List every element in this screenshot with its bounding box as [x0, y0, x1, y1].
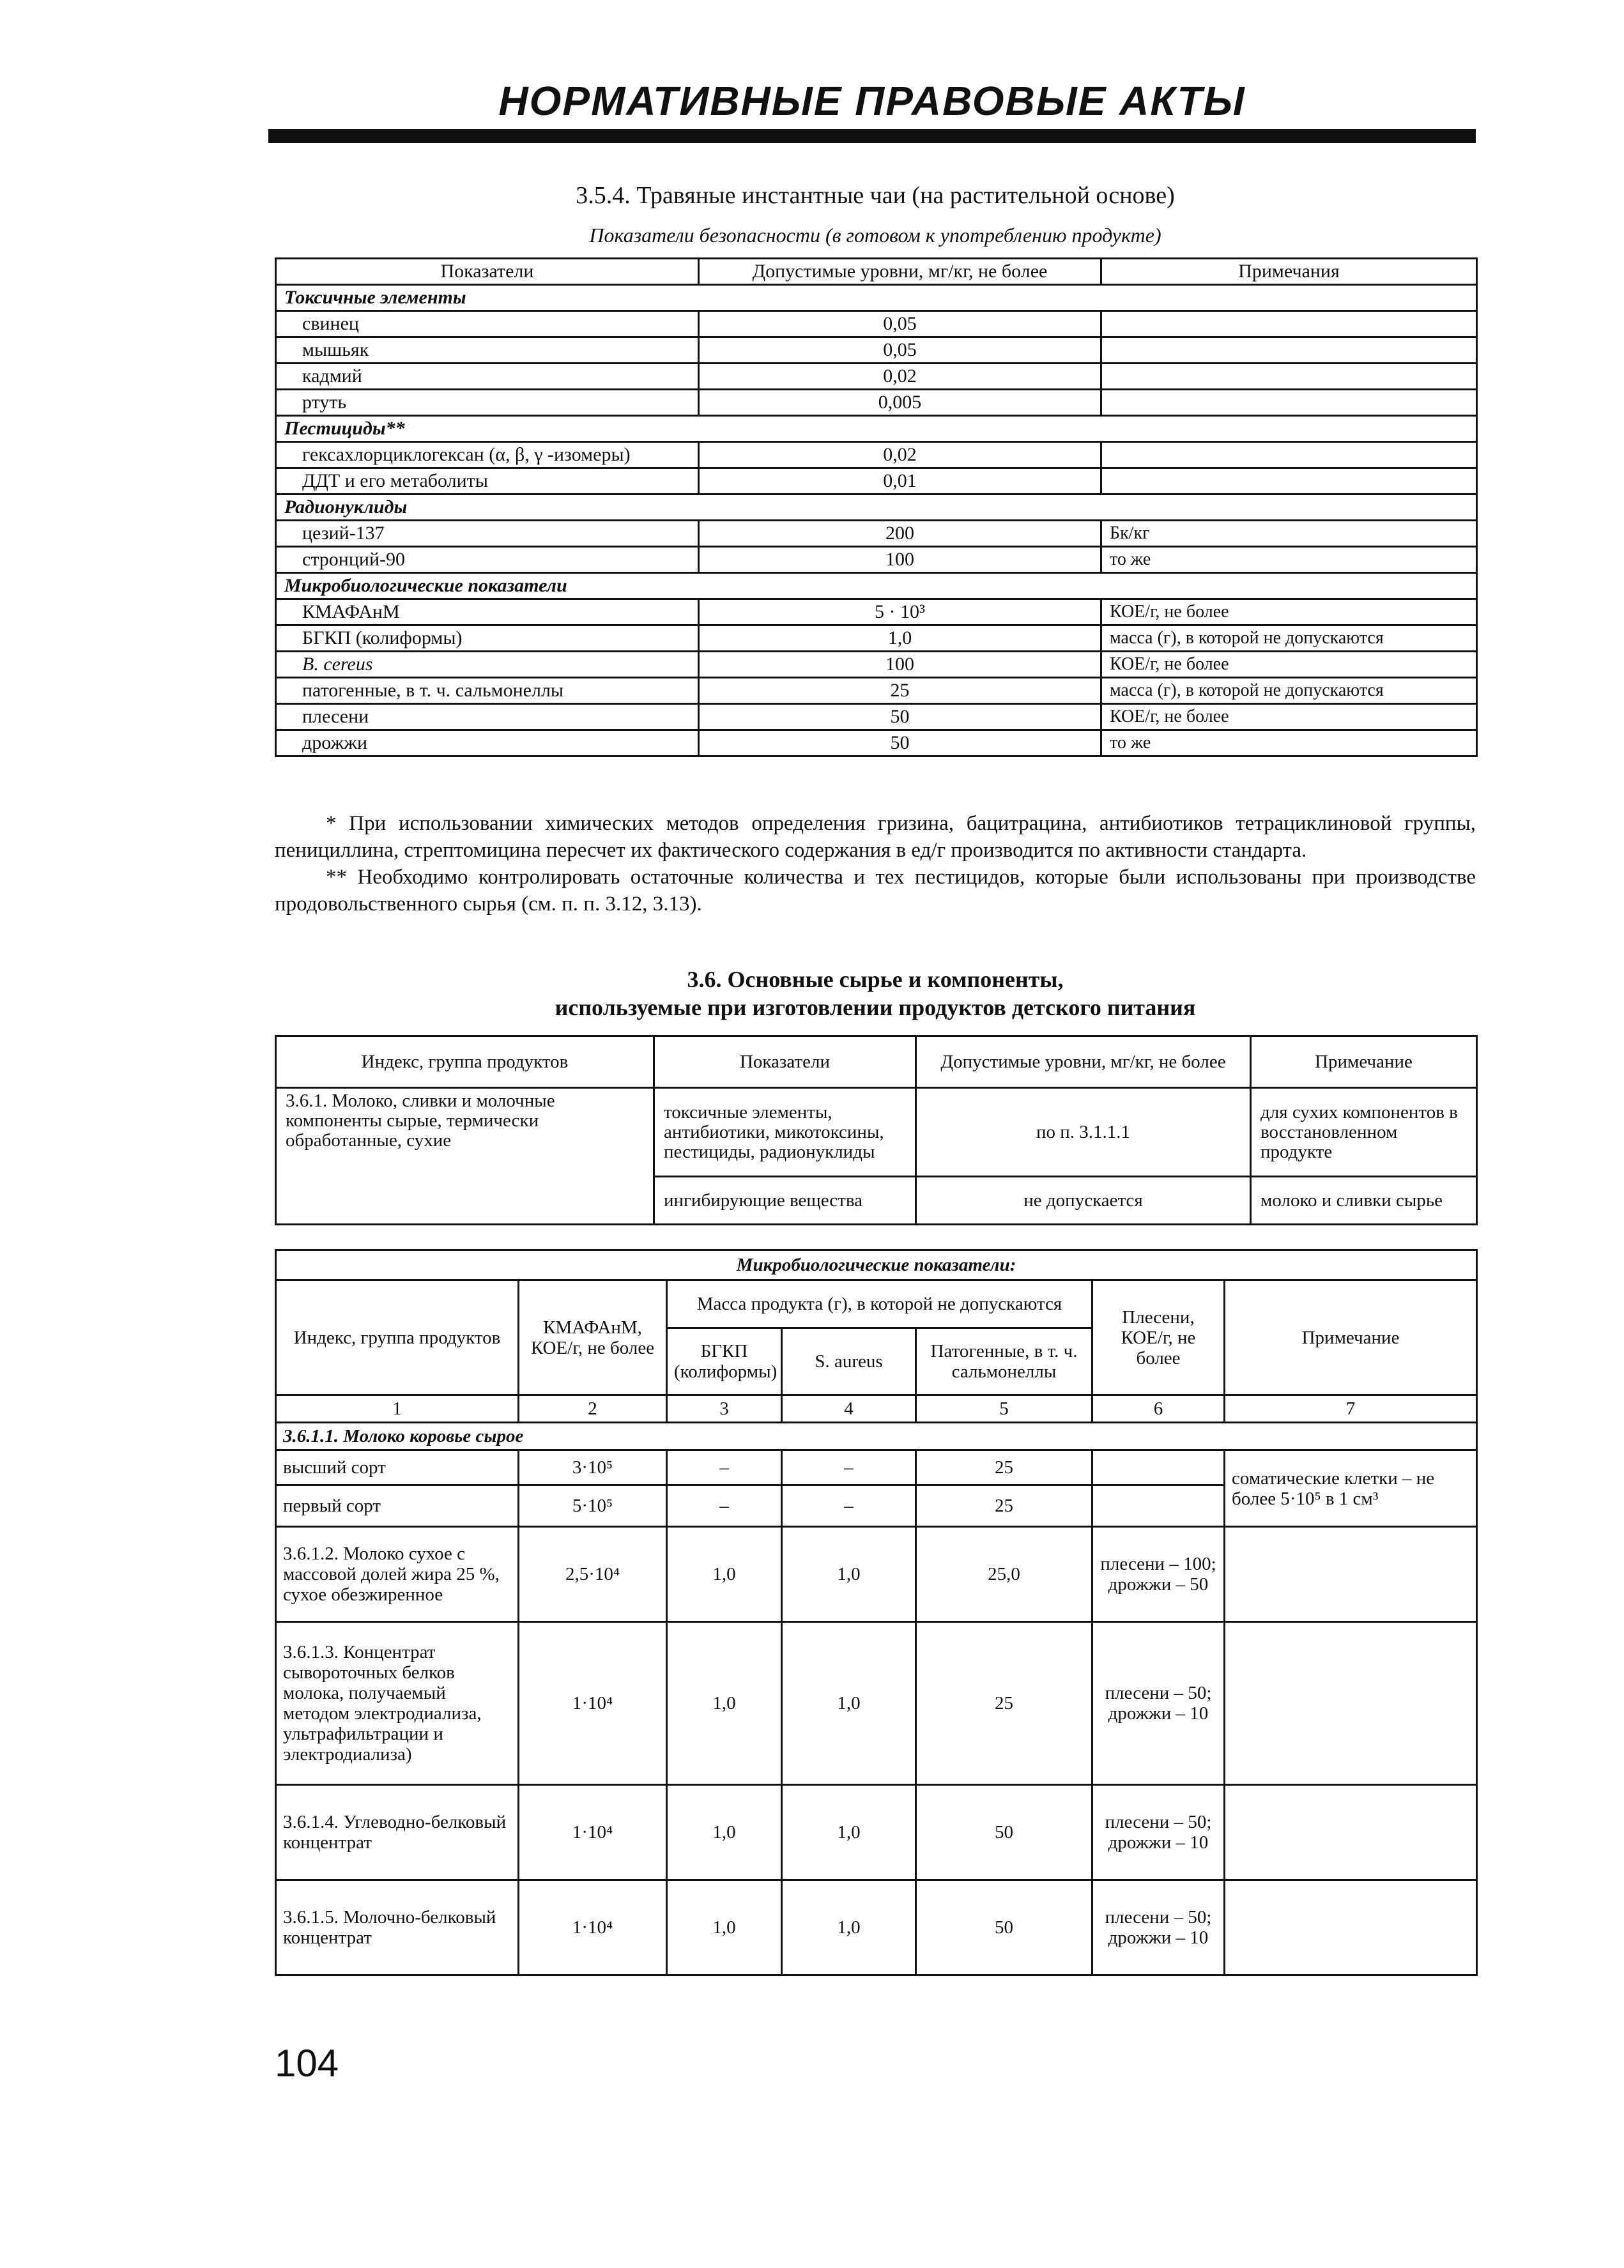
column-header: Индекс, группа продуктов: [276, 1036, 654, 1088]
pathogenic-cell: 50: [916, 1785, 1092, 1880]
table-row: [276, 599, 1477, 625]
section-354-subtitle: Показатели безопасности (в готовом к употреблению продукте): [589, 224, 1161, 247]
note-cell: то же: [1101, 730, 1477, 756]
level-cell: 50: [699, 730, 1101, 756]
group-label: Токсичные элементы: [276, 285, 1477, 311]
table-row: [276, 337, 1477, 364]
subheader-row: [276, 1423, 1477, 1450]
column-number: 6: [1092, 1395, 1225, 1423]
table-row: [276, 1785, 1477, 1880]
table-row: [276, 364, 1477, 390]
level-cell: 200: [699, 521, 1101, 547]
note-cell: [1225, 1785, 1477, 1880]
table-row: [276, 521, 1477, 547]
product-index-cell: 3.6.1. Молоко, сливки и молочные компоненты сырые, термически обработанные, сухие: [276, 1088, 654, 1225]
column-header: Плесени, КОЕ/г, не более: [1092, 1280, 1225, 1395]
microbiological-table: [275, 1249, 1478, 1976]
indicator-name-cell: дрожжи: [276, 730, 699, 756]
note-cell: молоко и сливки сырье: [1251, 1177, 1477, 1225]
micro-caption: Микробиологические показатели:: [276, 1250, 1477, 1280]
note-cell: [1101, 390, 1477, 416]
indicator-name-cell: стронций-90: [276, 547, 699, 573]
molds-cell: плесени – 50; дрожжи – 10: [1092, 1880, 1225, 1975]
column-header: Примечания: [1101, 259, 1477, 285]
indicator-name-cell: плесени: [276, 704, 699, 730]
table-row: [276, 1088, 1477, 1177]
note-cell: [1101, 337, 1477, 364]
column-header: Примечание: [1251, 1036, 1477, 1088]
group-row: [276, 285, 1477, 311]
indicator-name-cell: мышьяк: [276, 337, 699, 364]
raw-components-table: [275, 1035, 1478, 1225]
level-cell: 0,05: [699, 311, 1101, 337]
note-cell: [1225, 1527, 1477, 1622]
level-cell: по п. 3.1.1.1: [916, 1088, 1251, 1177]
table-row: [276, 730, 1477, 756]
table-row: [276, 678, 1477, 704]
level-cell: 50: [699, 704, 1101, 730]
footnote: * При использовании химических методов определения гризина, бацитрацина, антибиотиков тетрациклиновой группы, пенициллина, стрептомицина пересчет их фактического содержания в ед/г производится по активности стандарта.: [275, 812, 1476, 862]
footnotes: [275, 810, 1476, 917]
kmafanm-cell: 5·10⁵: [519, 1485, 667, 1527]
table-header-row: [276, 1280, 1477, 1328]
indicator-name-cell: БГКП (колиформы): [276, 625, 699, 652]
table-row: [276, 1450, 1477, 1485]
saureus-cell: 1,0: [782, 1527, 916, 1622]
group-row: [276, 494, 1477, 521]
bgkp-cell: 1,0: [667, 1527, 782, 1622]
note-cell: соматические клетки – не более 5·10⁵ в 1 см³: [1225, 1450, 1477, 1527]
product-cell: 3.6.1.4. Углеводно-белковый концентрат: [276, 1785, 519, 1880]
molds-cell: [1092, 1485, 1225, 1527]
column-header: КМАФАнМ, КОЕ/г, не более: [519, 1280, 667, 1395]
page-number: 104: [275, 2042, 339, 2085]
running-header: [268, 75, 1476, 143]
group-row: [276, 573, 1477, 599]
note-cell: [1101, 364, 1477, 390]
molds-cell: плесени – 50; дрожжи – 10: [1092, 1785, 1225, 1880]
footnote: ** Необходимо контролировать остаточные количества и тех пестицидов, которые были использованы при производстве продовольственного сырья (см. п. п. 3.12, 3.13).: [275, 866, 1476, 916]
column-header: Патогенные, в т. ч. сальмонеллы: [916, 1328, 1092, 1395]
level-cell: 0,01: [699, 468, 1101, 494]
note-cell: масса (г), в которой не допускаются: [1101, 625, 1477, 652]
note-cell: Бк/кг: [1101, 521, 1477, 547]
product-cell: высший сорт: [276, 1450, 519, 1485]
level-cell: 25: [699, 678, 1101, 704]
saureus-cell: –: [782, 1485, 916, 1527]
column-header: Допустимые уровни, мг/кг, не более: [699, 259, 1101, 285]
table-header-row: [276, 1036, 1477, 1088]
bgkp-cell: –: [667, 1485, 782, 1527]
product-cell: 3.6.1.5. Молочно-белковый концентрат: [276, 1880, 519, 1975]
indicator-name-cell: ДДТ и его метаболиты: [276, 468, 699, 494]
table-row: [276, 704, 1477, 730]
level-cell: 100: [699, 652, 1101, 678]
indicator-name-cell: КМАФАнМ: [276, 599, 699, 625]
section-354-title: 3.5.4. Травяные инстантные чаи (на растительной основе): [576, 182, 1175, 209]
level-cell: 5 · 10³: [699, 599, 1101, 625]
note-cell: [1225, 1622, 1477, 1785]
product-cell: 3.6.1.3. Концентрат сывороточных белков молока, получаемый методом электродиализа, ультрафильтрации и электродиализа): [276, 1622, 519, 1785]
group-label: Микробиологические показатели: [276, 573, 1477, 599]
level-cell: не допускается: [916, 1177, 1251, 1225]
table-header-row: [276, 259, 1477, 285]
level-cell: 0,02: [699, 442, 1101, 468]
kmafanm-cell: 1·10⁴: [519, 1785, 667, 1880]
table-row: [276, 1527, 1477, 1622]
note-cell: [1101, 468, 1477, 494]
column-header: Масса продукта (г), в которой не допускаются: [667, 1280, 1092, 1328]
column-number: 4: [782, 1395, 916, 1423]
level-cell: 0,02: [699, 364, 1101, 390]
indicators-cell: токсичные элементы, антибиотики, микотоксины, пестициды, радионуклиды: [654, 1088, 916, 1177]
saureus-cell: –: [782, 1450, 916, 1485]
column-header: Допустимые уровни, мг/кг, не более: [916, 1036, 1251, 1088]
group-label: Радионуклиды: [276, 494, 1477, 521]
column-header: Показатели: [276, 259, 699, 285]
table-body: [276, 285, 1477, 756]
indicator-name-cell: цезий-137: [276, 521, 699, 547]
indicator-name-cell: B. cereus: [276, 652, 699, 678]
note-cell: [1225, 1880, 1477, 1975]
group-row: [276, 416, 1477, 442]
saureus-cell: 1,0: [782, 1785, 916, 1880]
note-cell: КОЕ/г, не более: [1101, 652, 1477, 678]
kmafanm-cell: 2,5·10⁴: [519, 1527, 667, 1622]
column-header: S. aureus: [782, 1328, 916, 1395]
column-header: Индекс, группа продуктов: [276, 1280, 519, 1395]
table-row: [276, 1880, 1477, 1975]
molds-cell: [1092, 1450, 1225, 1485]
table-row: [276, 547, 1477, 573]
level-cell: 0,005: [699, 390, 1101, 416]
kmafanm-cell: 1·10⁴: [519, 1622, 667, 1785]
saureus-cell: 1,0: [782, 1622, 916, 1785]
level-cell: 0,05: [699, 337, 1101, 364]
product-cell: первый сорт: [276, 1485, 519, 1527]
molds-cell: плесени – 100; дрожжи – 50: [1092, 1527, 1225, 1622]
column-header: Примечание: [1225, 1280, 1477, 1395]
group-label: Пестициды**: [276, 416, 1477, 442]
column-number: 1: [276, 1395, 519, 1423]
indicator-name-cell: гексахлорциклогексан (α, β, γ -изомеры): [276, 442, 699, 468]
bgkp-cell: 1,0: [667, 1622, 782, 1785]
table-row: [276, 625, 1477, 652]
column-number: 5: [916, 1395, 1092, 1423]
molds-cell: плесени – 50; дрожжи – 10: [1092, 1622, 1225, 1785]
note-cell: КОЕ/г, не более: [1101, 704, 1477, 730]
note-cell: [1101, 442, 1477, 468]
kmafanm-cell: 1·10⁴: [519, 1880, 667, 1975]
pathogenic-cell: 25: [916, 1485, 1092, 1527]
product-cell: 3.6.1.2. Молоко сухое с массовой долей жира 25 %, сухое обезжиренное: [276, 1527, 519, 1622]
kmafanm-cell: 3·10⁵: [519, 1450, 667, 1485]
bgkp-cell: –: [667, 1450, 782, 1485]
note-cell: КОЕ/г, не более: [1101, 599, 1477, 625]
level-cell: 100: [699, 547, 1101, 573]
pathogenic-cell: 50: [916, 1880, 1092, 1975]
column-numbers-row: [276, 1395, 1477, 1423]
pathogenic-cell: 25: [916, 1622, 1092, 1785]
subheader-cell: 3.6.1.1. Молоко коровье сырое: [276, 1423, 1477, 1450]
saureus-cell: 1,0: [782, 1880, 916, 1975]
section-36-title-line2: используемые при изготовлении продуктов детского питания: [555, 995, 1196, 1020]
pathogenic-cell: 25,0: [916, 1527, 1092, 1622]
table-row: [276, 390, 1477, 416]
bgkp-cell: 1,0: [667, 1785, 782, 1880]
indicator-name-cell: свинец: [276, 311, 699, 337]
table-caption-row: [276, 1250, 1477, 1280]
column-number: 7: [1225, 1395, 1477, 1423]
table-row: [276, 442, 1477, 468]
note-cell: то же: [1101, 547, 1477, 573]
note-cell: масса (г), в которой не допускаются: [1101, 678, 1477, 704]
column-header: БГКП (колиформы): [667, 1328, 782, 1395]
note-cell: для сухих компонентов в восстановленном продукте: [1251, 1088, 1477, 1177]
safety-indicators-table: [275, 257, 1478, 757]
running-header-title: НОРМАТИВНЫЕ ПРАВОВЫЕ АКТЫ: [498, 78, 1246, 124]
indicator-name-cell: ртуть: [276, 390, 699, 416]
table-row: [276, 468, 1477, 494]
table-row: [276, 311, 1477, 337]
header-rule: [268, 129, 1476, 143]
bgkp-cell: 1,0: [667, 1880, 782, 1975]
table-row: [276, 652, 1477, 678]
indicators-cell: ингибирующие вещества: [654, 1177, 916, 1225]
indicator-name-cell: патогенные, в т. ч. сальмонеллы: [276, 678, 699, 704]
column-number: 3: [667, 1395, 782, 1423]
level-cell: 1,0: [699, 625, 1101, 652]
column-number: 2: [519, 1395, 667, 1423]
pathogenic-cell: 25: [916, 1450, 1092, 1485]
table-row: [276, 1622, 1477, 1785]
note-cell: [1101, 311, 1477, 337]
section-36-title-line1: 3.6. Основные сырье и компоненты,: [687, 967, 1064, 992]
column-header: Показатели: [654, 1036, 916, 1088]
indicator-name-cell: кадмий: [276, 364, 699, 390]
